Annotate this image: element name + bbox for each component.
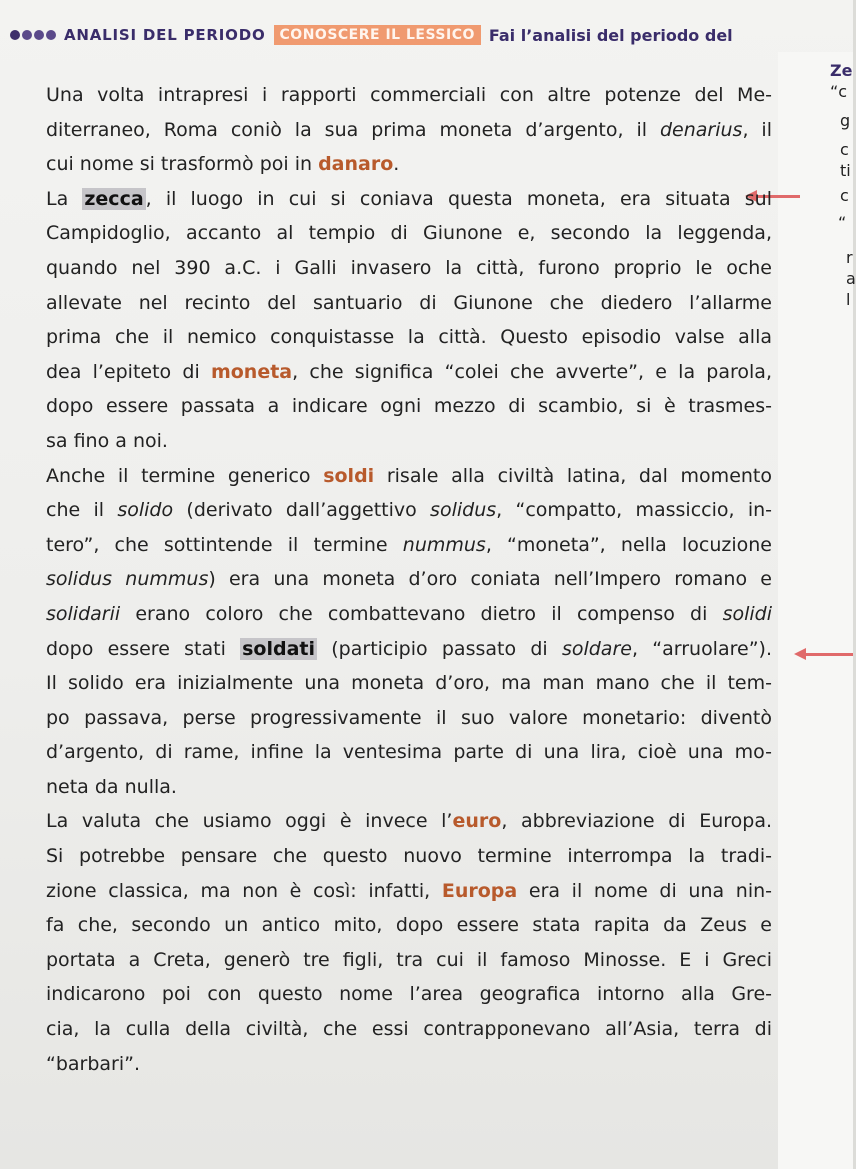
text-line: Una volta intrapresi i rapporti commerciali con altre potenze del Me- [46,84,772,106]
section-dots-icon [10,30,56,40]
term-solido: solido [117,499,174,522]
side-item: c [840,140,849,159]
side-item: “c [830,82,848,101]
side-item: g [840,111,851,130]
text-line: solidarii erano coloro che combattevano dietro il compenso di solidi [46,602,772,625]
text-line: “barbari”. [46,1052,141,1075]
text-line: neta da nulla. [46,775,177,798]
side-item: r [846,248,853,267]
side-item: Ze [830,61,853,80]
term-solidus-nummus: solidus nummus [46,568,209,591]
keyword-soldi: soldi [323,464,375,487]
text-line: zione classica, ma non è così: infatti, Europa era il nome di una nin- [46,879,773,902]
pointer-arrow-icon [804,653,853,656]
text-line: prima che il nemico conquistasse la città. Questo episodio valse alla [46,326,772,349]
keyword-moneta: moneta [210,360,293,383]
text-line: dopo essere passata a indicare ogni mezzo di scambio, si è trasmes- [46,395,772,418]
text-line: dea l’epiteto di moneta, che significa “colei che avverte”, e la parola, [46,360,772,383]
term-solidi: solidi [722,602,772,625]
section-header [0,20,853,50]
term-solidarii: solidarii [46,602,121,625]
text-line: allevate nel recinto del santuario di Giunone che diedero l’allarme [46,291,772,314]
text-line: d’argento, di rame, infine la ventesima parte di una lira, cioè una mo- [46,741,772,764]
side-item: ti [840,161,851,180]
side-column-text [800,60,856,310]
side-item: l [846,290,851,309]
text-line: fa che, secondo un antico mito, dopo essere stata rapita da Zeus e [46,914,772,937]
keyword-europa: Europa [441,879,518,902]
text-line: sa fino a noi. [46,429,168,452]
term-denarius: denarius [659,118,743,141]
text-line: La valuta che usiamo oggi è invece l’euro, abbreviazione di Europa. [46,810,772,833]
lexicon-badge: CONOSCERE IL LESSICO [274,25,481,45]
side-item: c [840,186,849,205]
term-soldare: soldare [561,637,632,660]
keyword-euro: euro [452,810,502,833]
text-line: solidus nummus) era una moneta d’oro coniata nell’Impero romano e [46,568,772,591]
text-line: che il solido (derivato dall’aggettivo solidus, “compatto, massiccio, in- [46,499,773,522]
text-line: cui nome si trasformò poi in danaro. [46,153,400,176]
side-item: a [846,269,856,288]
text-line: Il solido era inizialmente una moneta d’oro, ma man mano che il tem- [46,672,772,695]
text-line: diterraneo, Roma coniò la sua prima moneta d’argento, il denarius, il [46,118,772,141]
keyword-danaro: danaro [318,153,394,176]
text-line: La zecca , il luogo in cui si coniava questa moneta, era situata sul [46,187,772,210]
term-solidus: solidus [430,499,497,522]
text-line: indicarono poi con questo nome l’area geografica intorno alla Gre- [46,983,772,1006]
text-line: portata a Creta, generò tre figli, tra cui il famoso Minosse. E i Greci [46,948,772,971]
text-line: quando nel 390 a.C. i Galli invasero la città, furono proprio le oche [46,256,772,279]
reading-passage [46,78,772,1081]
text-line: Anche il termine generico soldi risale alla civiltà latina, dal momento [46,464,772,487]
keyword-soldati: soldati [242,637,316,660]
exercise-instruction: Fai l’analisi del periodo del [488,25,733,45]
text-line: Si potrebbe pensare che questo nuovo termine interrompa la tradi- [46,845,772,868]
side-item: “ [838,213,847,232]
text-line: cia, la culla della civiltà, che essi contrapponevano all’Asia, terra di [46,1018,772,1041]
text-line: dopo essere stati soldati (participio passato di soldare, “arruolare”). [46,637,772,660]
text-line: Campidoglio, accanto al tempio di Giunone e, secondo la leggenda, [46,222,772,245]
text-line: po passava, perse progressivamente il suo valore monetario: diventò [46,706,772,729]
keyword-zecca: zecca [84,187,144,210]
section-title: ANALISI DEL PERIODO [64,26,266,44]
term-nummus: nummus [402,533,486,556]
text-line: tero”, che sottintende il termine nummus, “moneta”, nella locuzione [46,533,772,556]
